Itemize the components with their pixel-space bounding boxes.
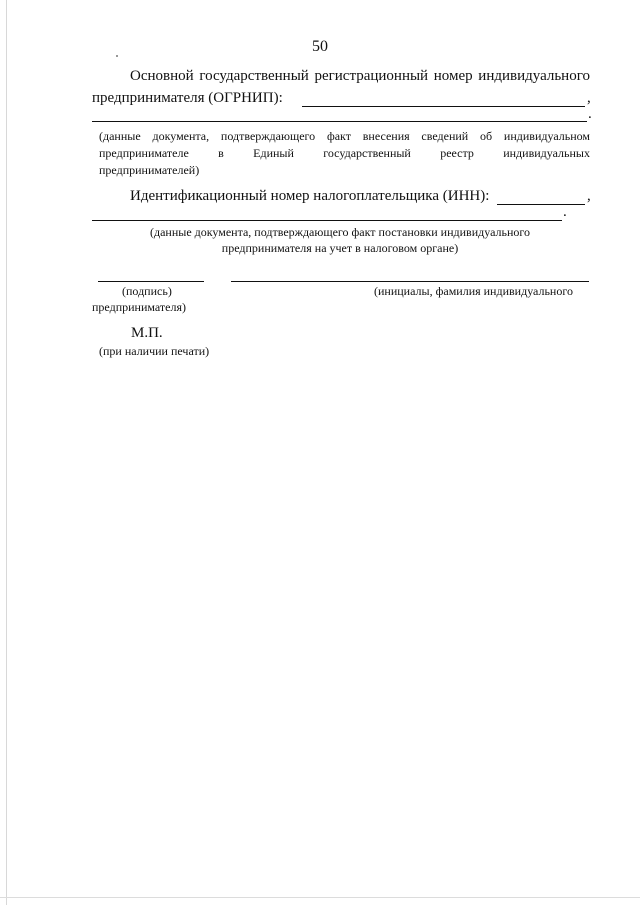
name-caption-cont: предпринимателя) [92, 300, 186, 314]
stamp-note: (при наличии печати) [99, 344, 210, 358]
scan-edge-bottom [0, 897, 640, 898]
inn-trail-period: . [563, 204, 567, 220]
ogrnip-input-line[interactable] [302, 106, 585, 107]
inn-caption-line1: (данные документа, подтверждающего факт постановки индивидуального [149, 225, 530, 239]
ogrnip-caption-line1: (данные документа, подтверждающего факт внесения сведений об индивидуальном [99, 129, 590, 143]
ogrnip-caption-line3: предпринимателей) [99, 163, 200, 177]
inn-input-line[interactable] [497, 204, 585, 205]
ogrnip-trail-comma: , [587, 90, 591, 106]
inn-trail-comma: , [587, 188, 591, 204]
inn-caption-line2: предпринимателя на учет в налоговом органе) [221, 241, 459, 255]
ogrnip-label-line1: Основной государственный регистрационный номер индивидуального [130, 68, 590, 84]
signature-caption: (подпись) [122, 284, 172, 298]
inn-continuation-line[interactable] [92, 220, 562, 221]
inn-label: Идентификационный номер налогоплательщика (ИНН): [130, 188, 490, 204]
ogrnip-caption-line2: предпринимателе в Единый государственный реестр индивидуальных [99, 146, 590, 160]
stamp-mp: М.П. [131, 325, 163, 341]
ogrnip-continuation-line[interactable] [92, 121, 587, 122]
signature-line[interactable] [98, 281, 204, 282]
name-line[interactable] [231, 281, 589, 282]
name-caption: (инициалы, фамилия индивидуального [374, 284, 573, 298]
ogrnip-label-line2: предпринимателя (ОГРНИП): [92, 90, 283, 106]
ogrnip-trail-period: . [588, 106, 592, 122]
scan-edge-left [6, 0, 7, 905]
page-number: 50 [312, 38, 328, 55]
